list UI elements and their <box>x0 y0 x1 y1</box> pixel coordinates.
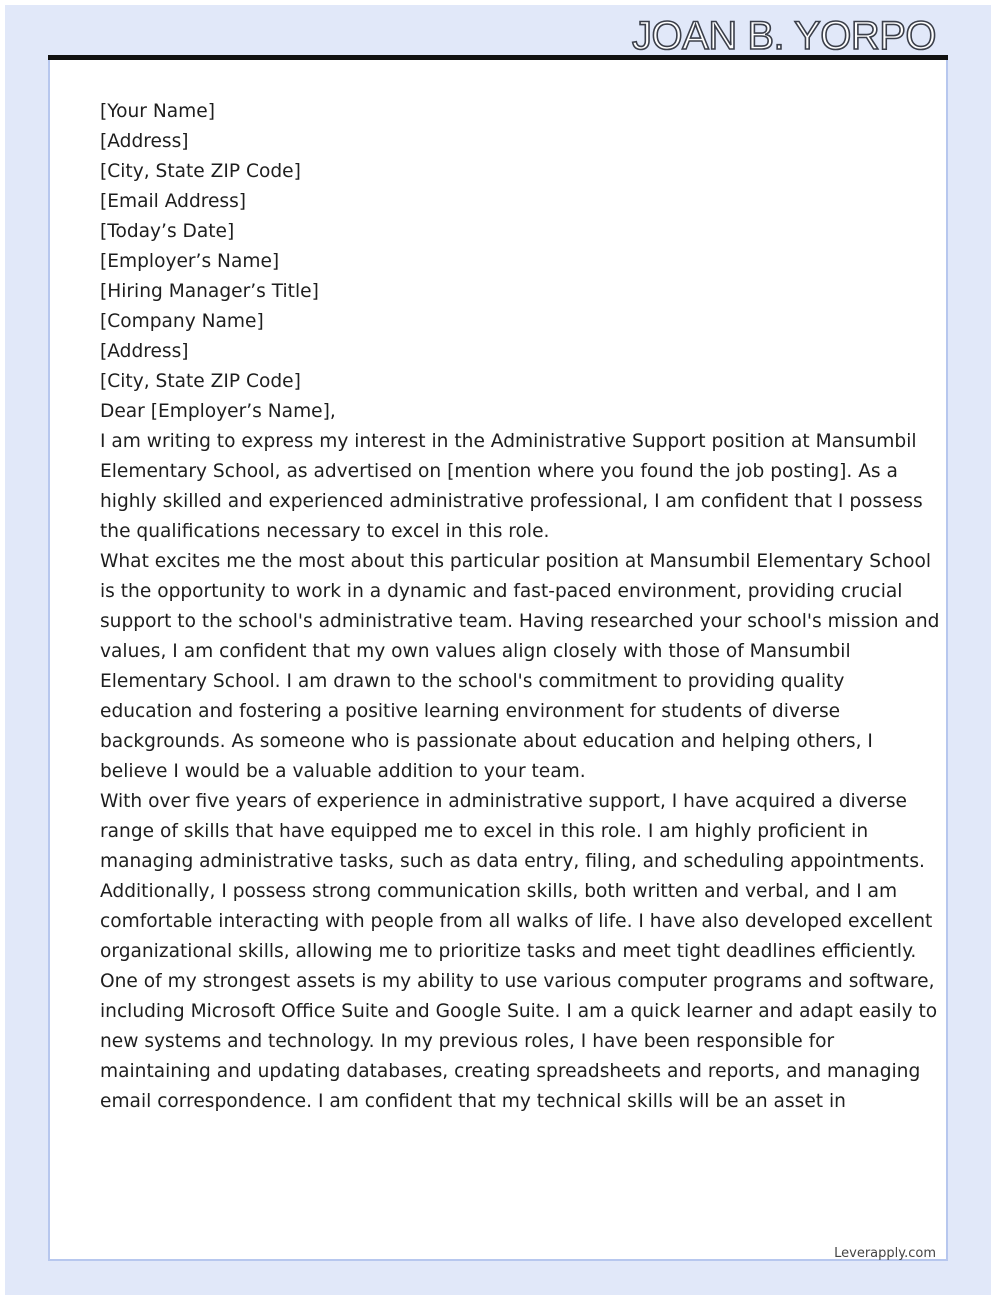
paragraph-line: Additionally, I possess strong communication skills, both written and verbal, and I am <box>100 881 898 902</box>
paragraph-line: managing administrative tasks, such as data entry, filing, and scheduling appointments. <box>100 851 925 872</box>
paragraph-line: comfortable interacting with people from all walks of life. I have also developed excellent <box>100 911 933 932</box>
body-paragraph <box>100 787 933 967</box>
sender-line: [Today’s Date] <box>100 221 235 242</box>
paragraph-line: backgrounds. As someone who is passionate about education and helping others, I <box>100 731 873 752</box>
recipient-line: [Company Name] <box>100 311 264 332</box>
paragraph-line: One of my strongest assets is my ability to use various computer programs and software, <box>100 971 935 992</box>
paragraph-line: the qualifications necessary to excel in this role. <box>100 521 550 542</box>
body-paragraph <box>100 427 923 547</box>
paragraph-line: education and fostering a positive learning environment for students of diverse <box>100 701 841 722</box>
recipient-address <box>100 247 900 397</box>
paragraph-line: maintaining and updating databases, creating spreadsheets and reports, and managing <box>100 1061 921 1082</box>
paragraph-line: Elementary School, as advertised on [mention where you found the job posting]. As a <box>100 461 898 482</box>
sender-address <box>100 97 900 247</box>
paragraph-line: email correspondence. I am confident that my technical skills will be an asset in <box>100 1091 846 1112</box>
sender-line: [Address] <box>100 131 189 152</box>
paragraph-line: is the opportunity to work in a dynamic and fast-paced environment, providing crucial <box>100 581 903 602</box>
paragraph-line: organizational skills, allowing me to prioritize tasks and meet tight deadlines efficiently. <box>100 941 917 962</box>
paragraph-line: new systems and technology. In my previous roles, I have been responsible for <box>100 1031 835 1052</box>
salutation <box>100 397 900 427</box>
recipient-line: [Hiring Manager’s Title] <box>100 281 319 302</box>
paragraph-line: values, I am confident that my own values align closely with those of Mansumbil <box>100 641 851 662</box>
paragraph-line: believe I would be a valuable addition to your team. <box>100 761 586 782</box>
paragraph-line: including Microsoft Office Suite and Google Suite. I am a quick learner and adapt easily to <box>100 1001 938 1022</box>
paragraph-line: support to the school's administrative team. Having researched your school's mission and <box>100 611 940 632</box>
salutation-text: Dear [Employer’s Name], <box>100 401 336 422</box>
paragraph-line: I am writing to express my interest in the Administrative Support position at Mansumbil <box>100 431 917 452</box>
paragraph-line: With over five years of experience in administrative support, I have acquired a diverse <box>100 791 907 812</box>
sender-line: [City, State ZIP Code] <box>100 161 301 182</box>
letter-body <box>100 97 940 1117</box>
header-name: JOAN B. YORPO <box>632 14 936 58</box>
body-paragraph <box>100 547 940 787</box>
sender-line: [Email Address] <box>100 191 247 212</box>
recipient-line: [Employer’s Name] <box>100 251 280 272</box>
paragraph-line: range of skills that have equipped me to excel in this role. I am highly proficient in <box>100 821 869 842</box>
watermark: Leverapply.com <box>834 1246 936 1261</box>
recipient-line: [City, State ZIP Code] <box>100 371 301 392</box>
paragraph-line: Elementary School. I am drawn to the school's commitment to providing quality <box>100 671 845 692</box>
recipient-line: [Address] <box>100 341 189 362</box>
paragraph-line: highly skilled and experienced administrative professional, I am confident that I possess <box>100 491 923 512</box>
paragraph-line: What excites me the most about this particular position at Mansumbil Elementary School <box>100 551 932 572</box>
body-paragraph <box>100 967 938 1117</box>
sender-line: [Your Name] <box>100 101 215 122</box>
